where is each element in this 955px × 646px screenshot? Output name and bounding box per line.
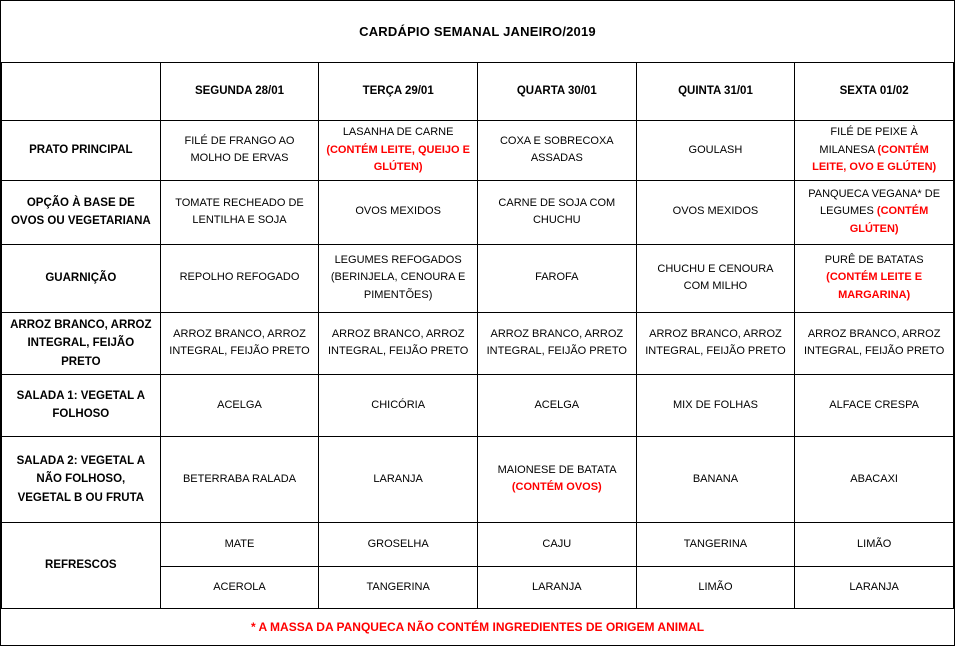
menu-cell: [795, 436, 954, 522]
table-row: [2, 522, 954, 566]
menu-cell: [795, 522, 954, 566]
menu-cell: [160, 566, 319, 608]
day-header: SEGUNDA 28/01: [160, 63, 319, 121]
table-row: [2, 436, 954, 522]
menu-item-text: CAJU: [542, 537, 572, 550]
menu-cell: [795, 312, 954, 374]
day-header: TERÇA 29/01: [319, 63, 478, 121]
menu-item-text: BETERRABA RALADA: [182, 472, 297, 485]
menu-cell: [636, 374, 795, 436]
menu-table-header: [2, 63, 954, 121]
menu-item-text: TANGERINA: [366, 580, 430, 593]
menu-cell: [477, 436, 636, 522]
menu-cell: [160, 180, 319, 244]
menu-cell: [160, 312, 319, 374]
menu-item-text: PANQUECA VEGANA* DE LEGUMES: [808, 187, 941, 218]
table-row: [2, 180, 954, 244]
row-label: REFRESCOS: [2, 522, 161, 608]
menu-item-text: ABACAXI: [850, 472, 898, 485]
menu-cell: [636, 312, 795, 374]
menu-cell: [160, 121, 319, 181]
menu-item-text: ARROZ BRANCO, ARROZ INTEGRAL, FEIJÃO PRETO: [486, 327, 627, 358]
row-label: SALADA 1: VEGETAL A FOLHOSO: [2, 374, 161, 436]
menu-item-text: GROSELHA: [367, 537, 429, 550]
menu-item-text: ARROZ BRANCO, ARROZ INTEGRAL, FEIJÃO PRETO: [327, 327, 469, 358]
menu-cell: [636, 566, 795, 608]
menu-cell: [477, 244, 636, 312]
row-label: OPÇÃO À BASE DE OVOS OU VEGETARIANA: [2, 180, 161, 244]
menu-cell: [636, 180, 795, 244]
menu-item-text: LARANJA: [373, 472, 423, 485]
menu-item-text: FILÉ DE FRANGO AO MOLHO DE ERVAS: [184, 134, 295, 165]
menu-cell: [795, 244, 954, 312]
menu-item-text: ACELGA: [217, 398, 262, 411]
corner-cell: [2, 63, 161, 121]
row-label: ARROZ BRANCO, ARROZ INTEGRAL, FEIJÃO PRETO: [2, 312, 161, 374]
menu-item-text: TOMATE RECHEADO DE LENTILHA E SOJA: [175, 196, 304, 227]
menu-cell: [319, 522, 478, 566]
menu-cell: [477, 566, 636, 608]
menu-cell: [795, 374, 954, 436]
allergen-note: (CONTÉM LEITE, QUEIJO E GLÚTEN): [326, 143, 470, 174]
menu-item-text: FAROFA: [535, 271, 579, 284]
menu-item-text: OVOS MEXIDOS: [355, 205, 441, 218]
menu-cell: [477, 312, 636, 374]
menu-cell: [477, 121, 636, 181]
footnote-text: * A MASSA DA PANQUECA NÃO CONTÉM INGREDIENTES DE ORIGEM ANIMAL: [250, 619, 705, 634]
menu-item-text: LEGUMES REFOGADOS (BERINJELA, CENOURA E PIMENTÕES): [330, 253, 466, 302]
menu-item-text: LASANHA DE CARNE: [342, 126, 454, 138]
menu-cell: [160, 522, 319, 566]
menu-item-text: LARANJA: [532, 580, 582, 593]
menu-cell: [319, 244, 478, 312]
menu-cell: [636, 244, 795, 312]
menu-item-text: MAIONESE DE BATATA: [497, 463, 616, 476]
menu-item-text: FILÉ DE PEIXE À MILANESA: [819, 126, 918, 156]
menu-cell: [795, 180, 954, 244]
menu-item-text: ARROZ BRANCO, ARROZ INTEGRAL, FEIJÃO PRETO: [803, 327, 945, 358]
menu-item-text: ALFACE CRESPA: [829, 398, 919, 411]
day-header: QUARTA 30/01: [477, 63, 636, 121]
menu-item-text: CARNE DE SOJA COM CHUCHU: [498, 196, 616, 227]
menu-cell: [636, 436, 795, 522]
row-label: PRATO PRINCIPAL: [2, 121, 161, 181]
table-row: [2, 374, 954, 436]
menu-cell: [319, 180, 478, 244]
allergen-note: (CONTÉM GLÚTEN): [849, 205, 929, 236]
table-row: [2, 244, 954, 312]
menu-table: [1, 62, 954, 609]
allergen-note: (CONTÉM OVOS): [511, 481, 602, 494]
menu-cell: [477, 180, 636, 244]
allergen-note: (CONTÉM LEITE E MARGARINA): [826, 271, 923, 302]
menu-cell: [319, 436, 478, 522]
menu-item-text: LARANJA: [849, 580, 899, 593]
menu-cell: [319, 312, 478, 374]
menu-item-text: OVOS MEXIDOS: [672, 205, 759, 218]
menu-item-text: CHICÓRIA: [371, 398, 426, 411]
menu-item-text: ACEROLA: [213, 580, 266, 593]
menu-item-text: TANGERINA: [683, 537, 748, 550]
menu-item-text: MIX DE FOLHAS: [672, 398, 758, 411]
menu-cell: [160, 374, 319, 436]
table-row: [2, 312, 954, 374]
menu-item-text: LIMÃO: [857, 537, 892, 550]
menu-item-text: GOULASH: [688, 143, 743, 156]
menu-item-text: COXA E SOBRECOXA ASSADAS: [499, 134, 614, 165]
day-header: QUINTA 31/01: [636, 63, 795, 121]
menu-cell: [477, 522, 636, 566]
menu-item-text: REPOLHO REFOGADO: [179, 271, 300, 284]
allergen-note: (CONTÉM LEITE, OVO E GLÚTEN): [812, 143, 937, 174]
menu-cell: [319, 566, 478, 608]
table-row: [2, 121, 954, 181]
menu-item-text: BANANA: [692, 472, 739, 485]
menu-cell: [477, 374, 636, 436]
menu-cell: [636, 522, 795, 566]
menu-cell: [319, 374, 478, 436]
menu-cell: [795, 121, 954, 181]
menu-cell: [160, 244, 319, 312]
menu-item-text: PURÊ DE BATATAS: [824, 253, 924, 266]
day-header: SEXTA 01/02: [795, 63, 954, 121]
menu-cell: [319, 121, 478, 181]
menu-table-body: [2, 121, 954, 609]
menu-item-text: MATE: [224, 537, 255, 550]
menu-item-text: LIMÃO: [698, 580, 733, 593]
menu-item-text: ARROZ BRANCO, ARROZ INTEGRAL, FEIJÃO PRETO: [169, 327, 310, 358]
row-label: SALADA 2: VEGETAL A NÃO FOLHOSO, VEGETAL B OU FRUTA: [2, 436, 161, 522]
menu-item-text: ACELGA: [534, 398, 580, 411]
row-label: GUARNIÇÃO: [2, 244, 161, 312]
menu-cell: [636, 121, 795, 181]
menu-cell: [160, 436, 319, 522]
menu-item-text: ARROZ BRANCO, ARROZ INTEGRAL, FEIJÃO PRETO: [645, 327, 786, 358]
menu-cell: [795, 566, 954, 608]
menu-item-text: CHUCHU E CENOURA COM MILHO: [657, 262, 774, 293]
document-title: CARDÁPIO SEMANAL JANEIRO/2019: [359, 24, 596, 39]
